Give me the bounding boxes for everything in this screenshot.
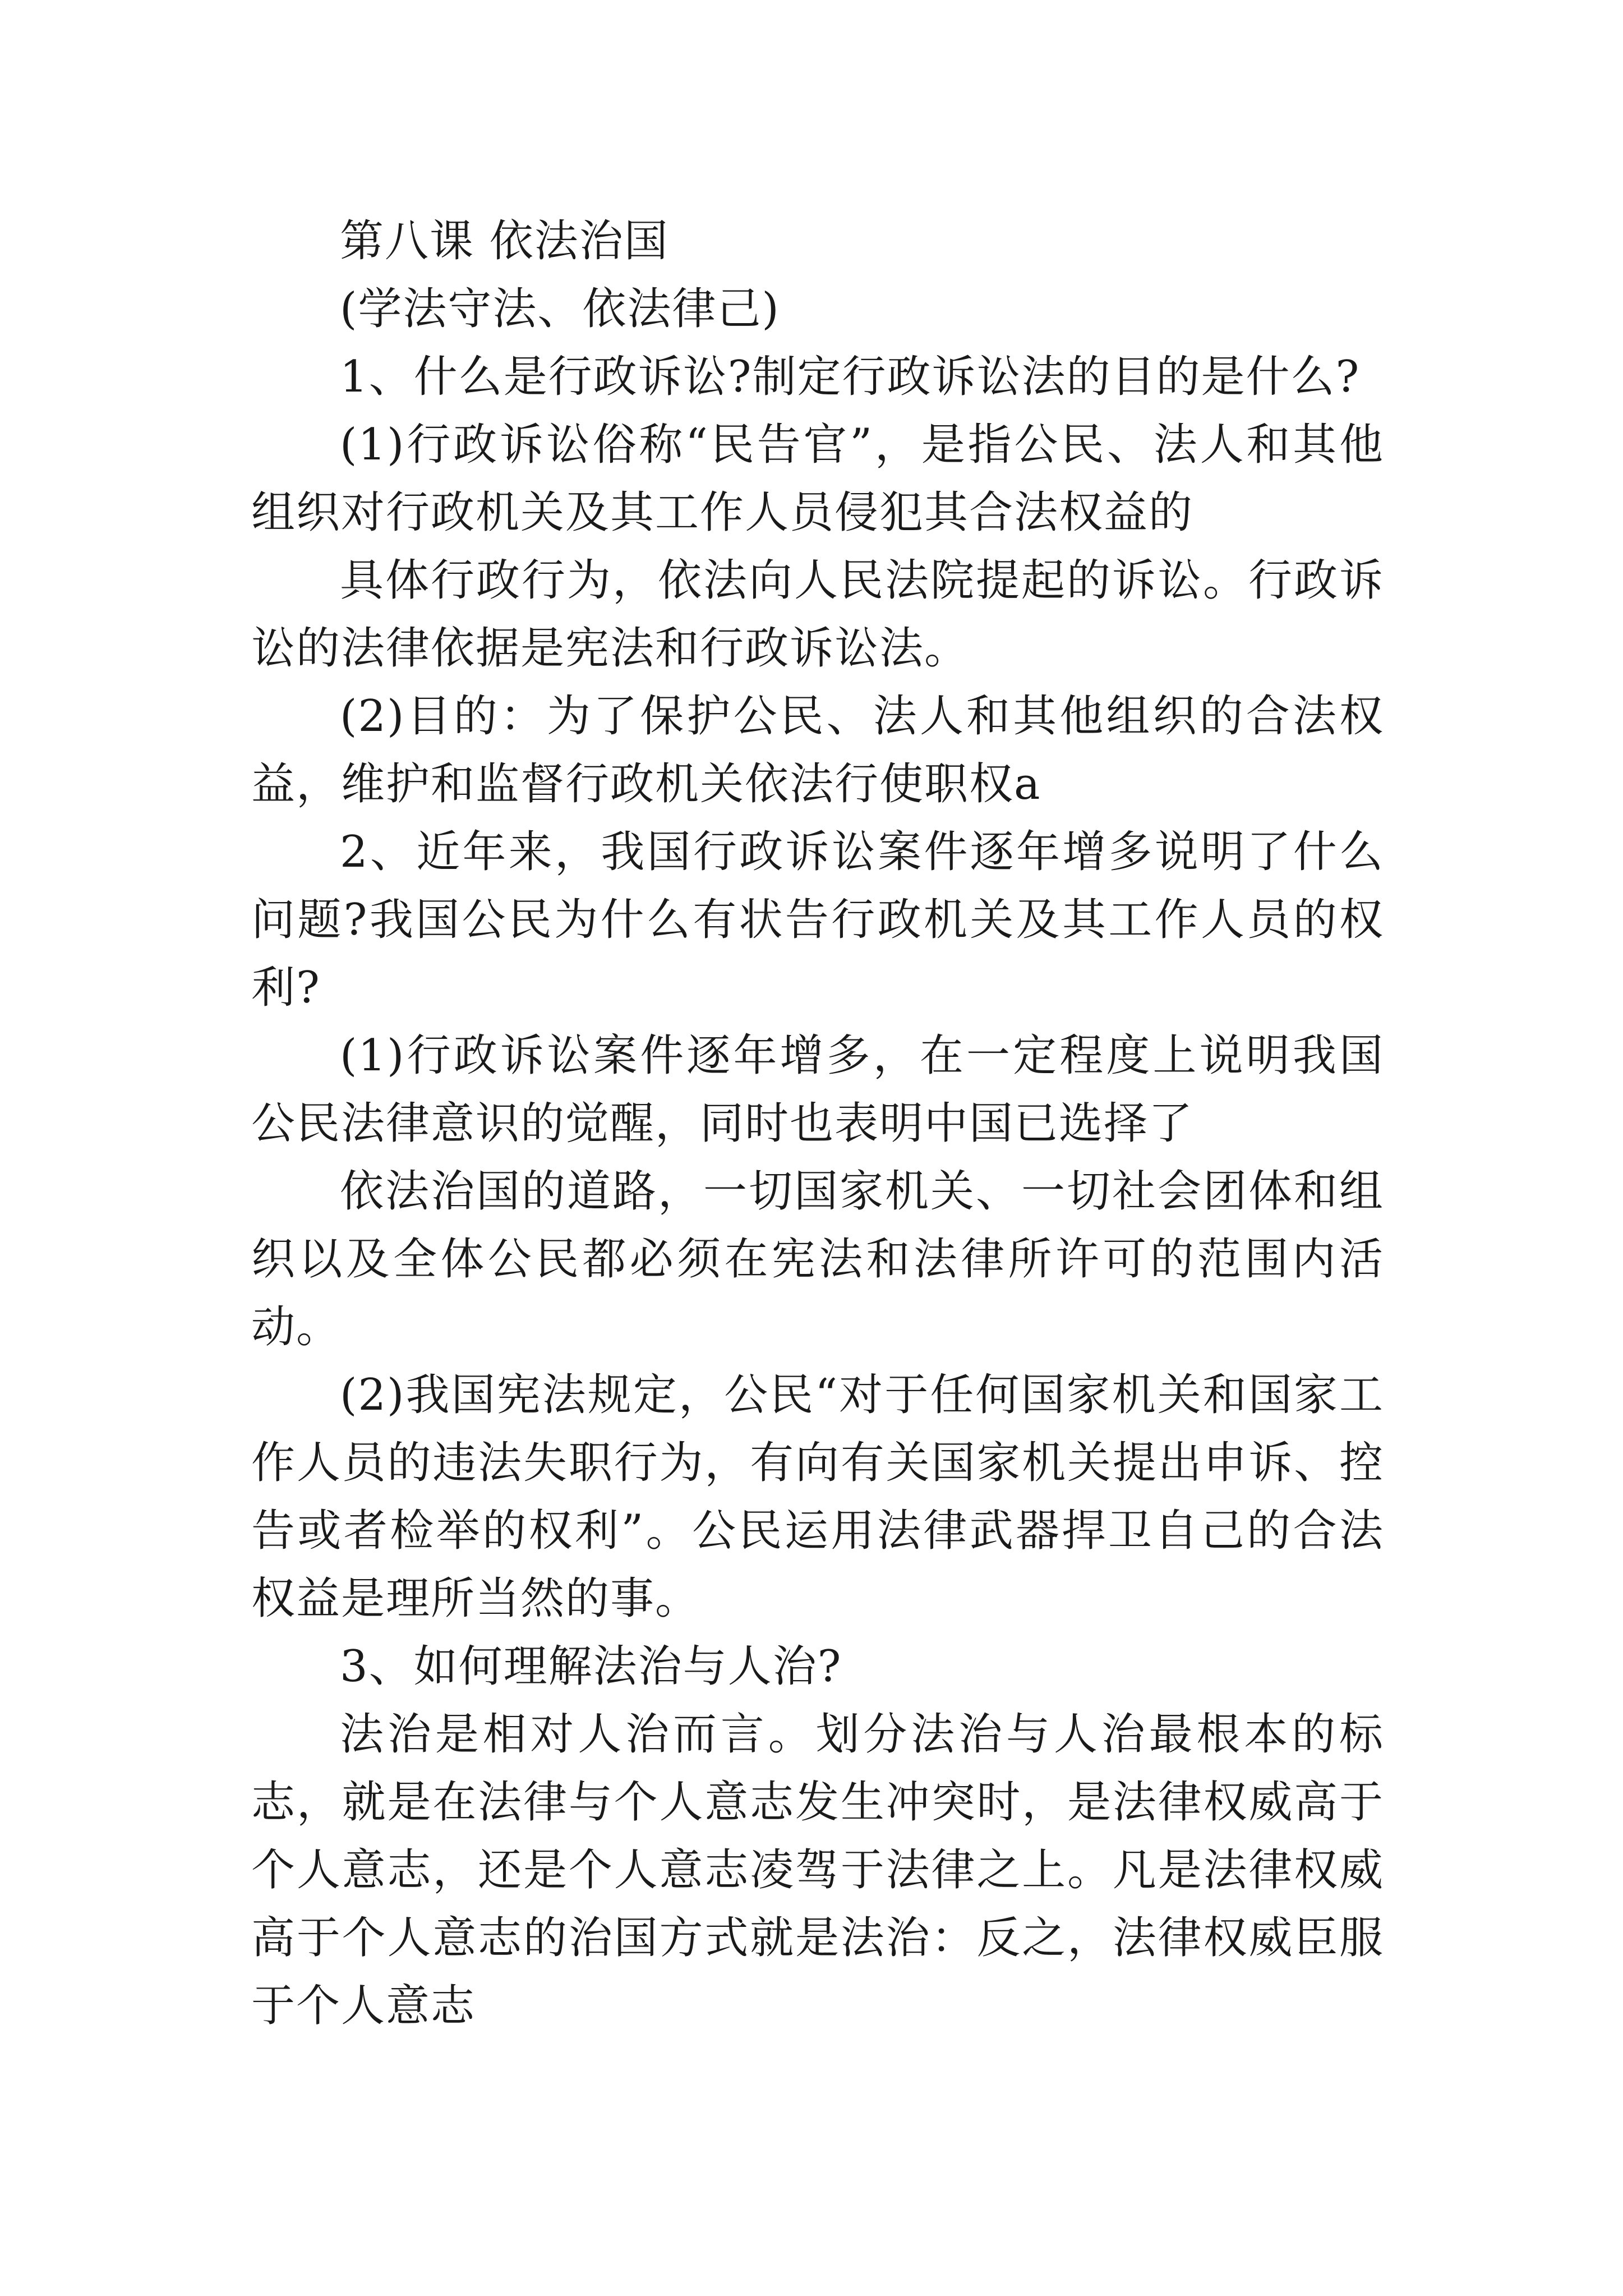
paragraph: 具体行政行为，依法向人民法院提起的诉讼。行政诉讼的法律依据是宪法和行政诉讼法。 (251, 555, 1384, 674)
paragraph: (1)行政诉讼案件逐年增多，在一定程度上说明我国公民法律意识的觉醒，同时也表明中国已选择了 (251, 1030, 1384, 1149)
paragraph: 1、什么是行政诉讼?制定行政诉讼法的目的是什么? (340, 352, 1361, 402)
lesson-subtitle: (学法守法、依法律己) (340, 284, 780, 334)
paragraph: (2)我国宪法规定，公民“对于任何国家机关和国家工作人员的违法失职行为，有向有关国家机关提出申诉、控告或者检举的权利”。公民运用法律武器捍卫自己的合法权益是理所当然的事。 (251, 1370, 1384, 1624)
paragraph: 2、近年来，我国行政诉讼案件逐年增多说明了什么问题?我国公民为什么有状告行政机关及其工作人员的权利? (251, 827, 1384, 1013)
paragraph: 法治是相对人治而言。划分法治与人治最根本的标志，就是在法律与个人意志发生冲突时，是法律权威高于个人意志，还是个人意志凌驾于法律之上。凡是法律权威高于个人意志的治国方式就是法治：反之，法律权威臣服于个人意志 (251, 1709, 1384, 2031)
paragraph: 3、如何理解法治与人治? (340, 1641, 842, 1692)
paragraph: 依法治国的道路，一切国家机关、一切社会团体和组织以及全体公民都必须在宪法和法律所许可的范围内活动。 (251, 1166, 1384, 1352)
lesson-title: 第八课 依法治国 (340, 216, 669, 266)
paragraph: (1)行政诉讼俗称“民告官”，是指公民、法人和其他组织对行政机关及其工作人员侵犯其合法权益的 (251, 420, 1384, 538)
paragraph: (2)目的：为了保护公民、法人和其他组织的合法权益，维护和监督行政机关依法行使职权a (251, 691, 1384, 809)
document-body (251, 208, 1384, 2040)
